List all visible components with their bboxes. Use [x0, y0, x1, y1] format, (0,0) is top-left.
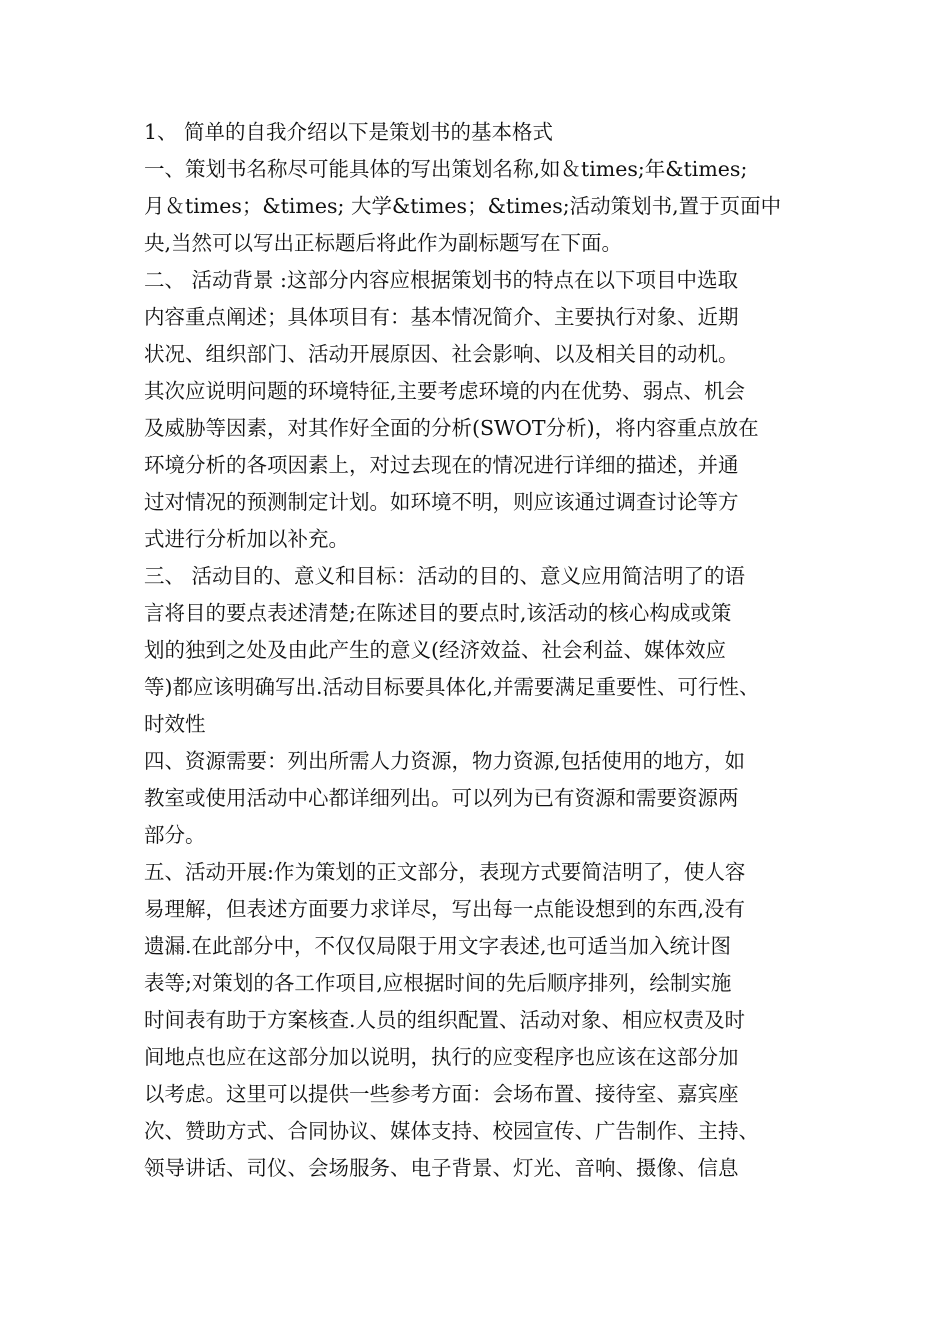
text-line: 等)都应该明确写出.活动目标要具体化,并需要满足重要性、可行性、 [144, 675, 760, 699]
text-line: 月＆times；&times; 大学&times；&times;活动策划书,置于页面中 [144, 194, 782, 218]
text-line: 表等;对策划的各工作项目,应根据时间的先后顺序排列，绘制实施 [144, 971, 732, 995]
text-line: 易理解，但表述方面要力求详尽，写出每一点能设想到的东西,没有 [144, 897, 746, 921]
text-line: 四、资源需要：列出所需人力资源，物力资源,包括使用的地方，如 [144, 749, 746, 773]
text-line: 式进行分析加以补充。 [144, 527, 349, 551]
text-line: 间地点也应在这部分加以说明，执行的应变程序也应该在这部分加 [144, 1045, 739, 1069]
text-line: 二、 活动背景 :这部分内容应根据策划书的特点在以下项目中选取 [144, 268, 738, 292]
text-line: 过对情况的预测制定计划。如环境不明，则应该通过调查讨论等方 [144, 490, 739, 514]
text-line: 环境分析的各项因素上，对过去现在的情况进行详细的描述，并通 [144, 453, 739, 477]
text-line: 时效性 [144, 712, 206, 736]
text-line: 其次应说明问题的环境特征,主要考虑环境的内在优势、弱点、机会 [144, 379, 746, 403]
text-line: 五、活动开展:作为策划的正文部分，表现方式要简洁明了，使人容 [144, 860, 746, 884]
document-body [144, 114, 834, 1187]
text-line: 以考虑。这里可以提供一些参考方面：会场布置、接待室、嘉宾座 [144, 1082, 739, 1106]
text-line: 状况、组织部门、活动开展原因、社会影响、以及相关目的动机。 [144, 342, 739, 366]
text-line: 划的独到之处及由此产生的意义(经济效益、社会利益、媒体效应 [144, 638, 726, 662]
text-line: 时间表有助于方案核查.人员的组织配置、活动对象、相应权责及时 [144, 1008, 746, 1032]
text-line: 言将目的要点表述清楚;在陈述目的要点时,该活动的核心构成或策 [144, 601, 732, 625]
text-line: 领导讲话、司仪、会场服务、电子背景、灯光、音响、摄像、信息 [144, 1156, 739, 1180]
text-line: 教室或使用活动中心都详细列出。可以列为已有资源和需要资源两 [144, 786, 739, 810]
text-line: 央,当然可以写出正标题后将此作为副标题写在下面。 [144, 231, 623, 255]
text-line: 次、赞助方式、合同协议、媒体支持、校园宣传、广告制作、主持、 [144, 1119, 759, 1143]
text-line: 一、策划书名称尽可能具体的写出策划名称,如＆times;年&times; [144, 157, 748, 181]
text-line: 内容重点阐述；具体项目有：基本情况简介、主要执行对象、近期 [144, 305, 739, 329]
text-line: 部分。 [144, 823, 206, 847]
text-line: 1、 简单的自我介绍以下是策划书的基本格式 [144, 120, 554, 144]
text-line: 及威胁等因素，对其作好全面的分析(SWOT分析)，将内容重点放在 [144, 416, 759, 440]
text-line: 遗漏.在此部分中，不仅仅局限于用文字表述,也可适当加入统计图 [144, 934, 732, 958]
text-line: 三、 活动目的、意义和目标：活动的目的、意义应用简洁明了的语 [144, 564, 746, 588]
